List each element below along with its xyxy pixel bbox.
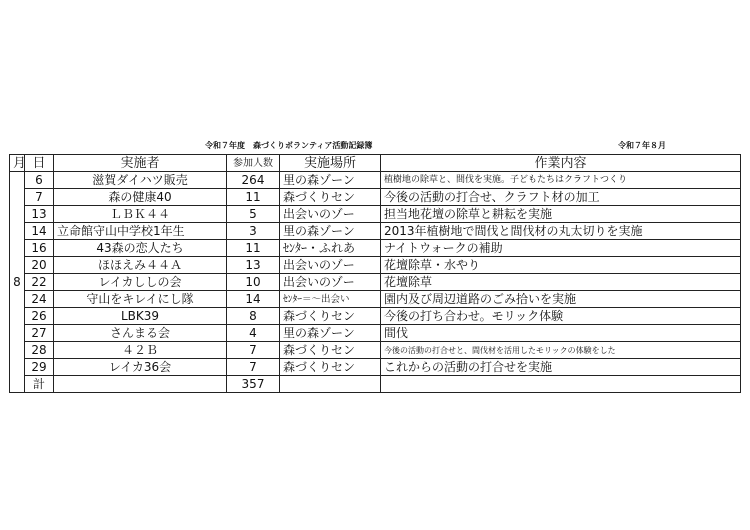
- day-cell: 14: [25, 223, 54, 240]
- table-header-row: [10, 155, 741, 172]
- day-cell: 27: [25, 325, 54, 342]
- table-row: [10, 291, 741, 308]
- header-day: 日: [25, 155, 54, 172]
- count-cell: 3: [227, 223, 280, 240]
- work-cell: ナイトウォークの補助: [381, 240, 741, 257]
- table-row: [10, 257, 741, 274]
- header-org: 実施者: [54, 155, 227, 172]
- month-cell: 8: [10, 172, 25, 393]
- table-row: [10, 240, 741, 257]
- day-cell: 22: [25, 274, 54, 291]
- place-cell: 森づくりセン: [280, 308, 381, 325]
- place-cell: 森づくりセン: [280, 359, 381, 376]
- org-cell: 森の健康40: [54, 189, 227, 206]
- header-month: 月: [10, 155, 25, 172]
- org-cell: さんまる会: [54, 325, 227, 342]
- place-cell: 出会いのゾー: [280, 274, 381, 291]
- table-row: [10, 223, 741, 240]
- work-cell: 花壇除草: [381, 274, 741, 291]
- day-cell: 28: [25, 342, 54, 359]
- count-cell: 14: [227, 291, 280, 308]
- work-cell: 今後の活動の打合せ、クラフト材の加工: [381, 189, 741, 206]
- table-row: [10, 325, 741, 342]
- work-cell: 園内及び周辺道路のごみ拾いを実施: [381, 291, 741, 308]
- work-cell: 花壇除草・水やり: [381, 257, 741, 274]
- org-cell: 立命館守山中学校1年生: [54, 223, 227, 240]
- org-cell: LBK39: [54, 308, 227, 325]
- count-cell: 7: [227, 342, 280, 359]
- total-work-cell: [381, 376, 741, 393]
- total-row: [10, 376, 741, 393]
- table-row: [10, 342, 741, 359]
- org-cell: 守山をキレイにし隊: [54, 291, 227, 308]
- header-work: 作業内容: [381, 155, 741, 172]
- count-cell: 10: [227, 274, 280, 291]
- document-date: 令和７年８月: [618, 141, 666, 150]
- header-place: 実施場所: [280, 155, 381, 172]
- work-cell: 間伐: [381, 325, 741, 342]
- total-label-cell: 計: [25, 376, 54, 393]
- header-count: 参加人数: [227, 155, 280, 172]
- table-row: [10, 274, 741, 291]
- count-cell: 7: [227, 359, 280, 376]
- activity-log-table: [9, 154, 741, 393]
- work-cell: 2013年植樹地で間伐と間伐材の丸太切りを実施: [381, 223, 741, 240]
- work-cell: 植樹地の除草と、間伐を実施。子どもたちはクラフトつくり: [381, 172, 741, 189]
- work-cell: 今後の打ち合わせ。モリック体験: [381, 308, 741, 325]
- org-cell: レイカししの会: [54, 274, 227, 291]
- day-cell: 20: [25, 257, 54, 274]
- table-row: [10, 308, 741, 325]
- place-cell: 出会いのゾー: [280, 206, 381, 223]
- place-cell: 里の森ゾーン: [280, 223, 381, 240]
- day-cell: 7: [25, 189, 54, 206]
- count-cell: 264: [227, 172, 280, 189]
- count-cell: 11: [227, 240, 280, 257]
- count-cell: 5: [227, 206, 280, 223]
- org-cell: 43森の恋人たち: [54, 240, 227, 257]
- table-row: [10, 172, 741, 189]
- work-cell: 担当地花壇の除草と耕耘を実施: [381, 206, 741, 223]
- org-cell: ４２Ｂ: [54, 342, 227, 359]
- place-cell: 出会いのゾー: [280, 257, 381, 274]
- day-cell: 6: [25, 172, 54, 189]
- org-cell: ＬＢＫ４４: [54, 206, 227, 223]
- org-cell: ほほえみ４４Ａ: [54, 257, 227, 274]
- table-row: [10, 189, 741, 206]
- org-cell: レイカ36会: [54, 359, 227, 376]
- table-row: [10, 359, 741, 376]
- day-cell: 16: [25, 240, 54, 257]
- day-cell: 13: [25, 206, 54, 223]
- place-cell: 里の森ゾーン: [280, 172, 381, 189]
- place-cell: 森づくりセン: [280, 189, 381, 206]
- count-cell: 13: [227, 257, 280, 274]
- table-row: [10, 206, 741, 223]
- count-cell: 4: [227, 325, 280, 342]
- place-cell: 里の森ゾーン: [280, 325, 381, 342]
- total-place-cell: [280, 376, 381, 393]
- count-cell: 8: [227, 308, 280, 325]
- total-count-cell: 357: [227, 376, 280, 393]
- count-cell: 11: [227, 189, 280, 206]
- place-cell: ｾﾝﾀｰ・ふれあ: [280, 240, 381, 257]
- day-cell: 29: [25, 359, 54, 376]
- place-cell: 森づくりセン: [280, 342, 381, 359]
- total-org-cell: [54, 376, 227, 393]
- day-cell: 24: [25, 291, 54, 308]
- work-cell: 今後の活動の打合せと、間伐材を活用したモリックの体験をした: [381, 342, 741, 359]
- document-title: 令和７年度 森づくりボランティア活動記録簿: [205, 141, 373, 150]
- work-cell: これからの活動の打合せを実施: [381, 359, 741, 376]
- day-cell: 26: [25, 308, 54, 325]
- org-cell: 滋賀ダイハツ販売: [54, 172, 227, 189]
- place-cell: ｾﾝﾀｰ＝～出会い: [280, 291, 381, 308]
